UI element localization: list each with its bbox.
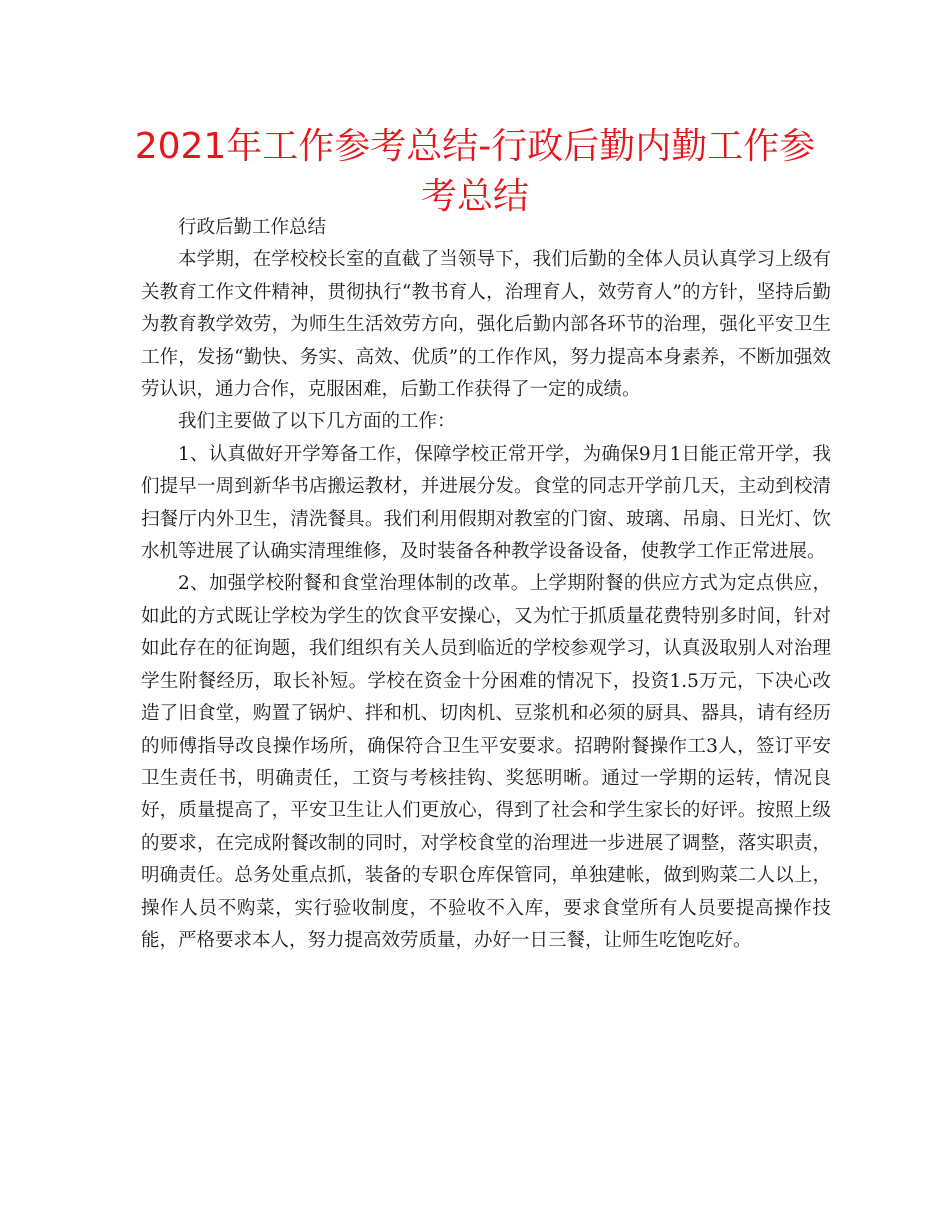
paragraph-item-1: 1、认真做好开学筹备工作，保障学校正常开学，为确保9月1日能正常开学，我们提早一周到新华书店搬运教材，并进展分发。食堂的同志开学前几天，主动到校清扫餐厅内外卫生，清洗餐具。我们利用假期对教室的门窗、玻璃、吊扇、日光灯、饮水机等进展了认确实清理维修，及时装备各种教学设备设备，使教学工作正常进展。 <box>141 443 831 563</box>
paragraph-item-2: 2、加强学校附餐和食堂治理体制的改革。上学期附餐的供应方式为定点供应，如此的方式既让学校为学生的饮食平安操心，又为忙于抓质量花费特别多时间，针对如此存在的征询题，我们组织有关人员到临近的学校参观学习，认真汲取别人对治理学生附餐经历，取长补短。学校在资金十分困难的情况下，投资1.5万元，下决心改造了旧食堂，购置了锅炉、拌和机、切肉机、豆浆机和必须的厨具、器具，请有经历的师傅指导改良操作场所，确保符合卫生平安要求。招聘附餐操作工3人，签订平安卫生责任书，明确责任，工资与考核挂钩、奖惩明晰。通过一学期的运转，情况良好，质量提高了，平安卫生让人们更放心，得到了社会和学生家长的好评。按照上级的要求，在完成附餐改制的同时，对学校食堂的治理进一步进展了调整，落实职责，明确责任。总务处重点抓，装备的专职仓库保管同，单独建帐，做到购菜二人以上，操作人员不购菜，实行验收制度，不验收不入库，要求食堂所有人员要提高操作技能，严格要求本人，努力提高效劳质量，办好一日三餐，让师生吃饱吃好。 <box>141 573 831 951</box>
paragraph-heading: 行政后勤工作总结 <box>178 217 327 238</box>
paragraph-intro: 本学期，在学校校长室的直截了当领导下，我们后勤的全体人员认真学习上级有关教育工作文件精神，贯彻执行“教书育人，治理育人，效劳育人”的方针，坚持后勤为教育教学效劳，为师生生活效劳方向，强化后勤内部各环节的治理，强化平安卫生工作，发扬“勤快、务实、高效、优质”的工作作风，努力提高本身素养，不断加强效劳认识，通力合作，克服困难，后勤工作获得了一定的成绩。 <box>141 249 831 401</box>
paragraph-work-summary: 我们主要做了以下几方面的工作： <box>178 411 456 433</box>
document-title: 2021年工作参考总结-行政后勤内勤工作参考总结 <box>134 126 816 217</box>
document-body <box>141 212 831 957</box>
